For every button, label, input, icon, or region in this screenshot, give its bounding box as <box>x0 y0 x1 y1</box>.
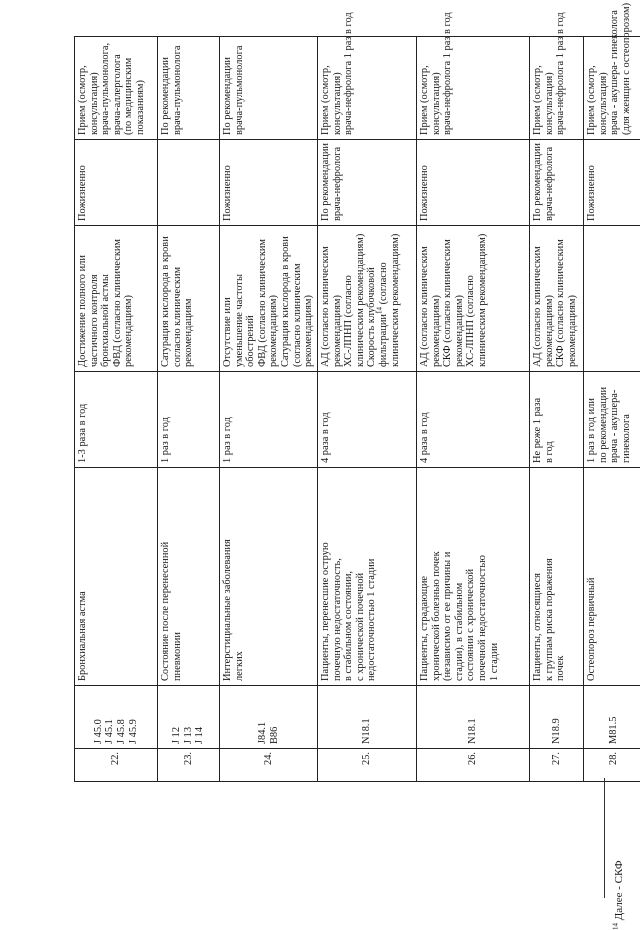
condition-cell <box>75 468 158 686</box>
indicators-cell <box>584 226 640 372</box>
icd-codes <box>75 686 158 749</box>
indicators-cell <box>220 226 318 372</box>
indicators-cell-line: рекомендациям) <box>567 230 579 367</box>
indicators-cell-line: Отсутствие или <box>222 230 234 367</box>
measures-cell-line: врача-аллерголога <box>112 41 124 135</box>
condition-cell-line: в стабильном состоянии, <box>343 472 355 681</box>
icd-codes-line: J 45.1 <box>104 690 116 744</box>
icd-codes-line: N18.9 <box>551 690 563 744</box>
footnote-divider <box>604 778 605 898</box>
frequency-cell-line: 1 раз в год <box>160 376 172 463</box>
indicators-cell-line: Скорость клубочковой <box>366 230 378 367</box>
measures-cell-line: врача-пульмонолога <box>234 41 246 135</box>
condition-cell-line: Пациенты, страдающие <box>419 472 431 681</box>
frequency-cell-line: в год <box>544 376 556 463</box>
condition-cell-line: Состояние после перенесенной <box>160 472 172 681</box>
measures-cell-line: По рекомендации <box>160 41 172 135</box>
icd-codes-line: J84.1 <box>257 690 269 744</box>
indicators-cell-line: обострений <box>245 230 257 367</box>
condition-cell-line: Пациенты, перенесшие острую <box>320 472 332 681</box>
duration-cell <box>220 140 318 226</box>
icd-codes <box>158 686 220 749</box>
footnote-mark: 14 <box>611 923 619 930</box>
frequency-cell-line: 4 раза в год <box>419 376 431 463</box>
duration-cell-line: Пожизненно <box>222 144 234 221</box>
indicators-cell-line: частичного контроля <box>89 230 101 367</box>
icd-codes-line: J 45.8 <box>116 690 128 744</box>
condition-cell-line: почечную недостаточность, <box>332 472 344 681</box>
row-number-line: 27. <box>551 752 563 777</box>
duration-cell <box>158 140 220 226</box>
icd-codes <box>220 686 318 749</box>
frequency-cell <box>318 372 417 468</box>
duration-cell-line: По рекомендации <box>320 144 332 221</box>
indicators-cell-line: (согласно клиническим <box>292 230 304 367</box>
indicators-cell-line: ХС-ЛПНП (согласно <box>343 230 355 367</box>
measures-cell-line: Прием (осмотр, <box>586 41 598 135</box>
indicators-cell-line: фильтрации <box>378 314 389 367</box>
frequency-cell-line: 1 раз в год или <box>586 376 598 463</box>
measures-cell <box>584 37 640 140</box>
measures-cell-line: Прием (осмотр, <box>320 41 332 135</box>
row-number-line: 23. <box>183 752 195 777</box>
measures-cell <box>417 37 530 140</box>
table-row <box>417 37 530 782</box>
indicators-cell <box>530 226 584 372</box>
table-row <box>158 37 220 782</box>
frequency-cell-line: 1 раз в год <box>222 376 234 463</box>
duration-cell-line: Пожизненно <box>586 144 598 221</box>
table-row <box>75 37 158 782</box>
condition-cell-line: легких <box>234 472 246 681</box>
indicators-cell-line: клиническим рекомендациям) <box>355 230 367 367</box>
icd-codes <box>417 686 530 749</box>
table-row <box>530 37 584 782</box>
indicators-cell-line: бронхиальной астмы <box>100 230 112 367</box>
frequency-cell <box>584 372 640 468</box>
indicators-cell <box>318 226 417 372</box>
condition-cell-line: к группам риска поражения <box>544 472 556 681</box>
icd-codes-line: N18.1 <box>467 690 479 744</box>
row-number <box>75 749 158 782</box>
icd-codes-line: J 12 <box>171 690 183 744</box>
table-row <box>220 37 318 782</box>
duration-cell-line: врача-нефролога <box>544 144 556 221</box>
measures-cell-line: врача-нефролога 1 раз в год <box>555 41 567 135</box>
measures-cell-line: Прием (осмотр, <box>419 41 431 135</box>
duration-cell <box>530 140 584 226</box>
condition-cell-line: Интерстициальные заболевания <box>222 472 234 681</box>
measures-cell-line: (для женщин с остеопорозом) <box>621 41 633 135</box>
icd-codes <box>584 686 640 749</box>
duration-cell <box>417 140 530 226</box>
indicators-cell-line: рекомендациям) <box>303 230 315 367</box>
indicators-cell-line: ФВД (согласно клиническим <box>112 230 124 367</box>
indicators-cell-line: СКФ (согласно клиническим <box>555 230 567 367</box>
condition-cell-line: 1 стадии <box>489 472 501 681</box>
row-number-line: 22. <box>110 752 122 777</box>
duration-cell <box>75 140 158 226</box>
indicators-cell-line: рекомендациям) <box>123 230 135 367</box>
table-row <box>584 37 640 782</box>
indicators-cell-line: согласно клиническим <box>172 230 184 367</box>
icd-codes <box>318 686 417 749</box>
frequency-cell <box>158 372 220 468</box>
table-row <box>318 37 417 782</box>
condition-cell-line: (независимо от ее причины и <box>442 472 454 681</box>
duration-cell <box>584 140 640 226</box>
frequency-cell-line: Не реже 1 раза <box>532 376 544 463</box>
measures-cell-line: консультация) <box>544 41 556 135</box>
dispensary-table <box>74 36 640 782</box>
icd-codes-line: B86 <box>269 690 281 744</box>
measures-cell <box>75 37 158 140</box>
duration-cell-line: По рекомендации <box>532 144 544 221</box>
icd-codes-line: M81.5 <box>608 690 620 744</box>
icd-codes-line: N18.1 <box>361 690 373 744</box>
measures-cell <box>318 37 417 140</box>
indicators-cell <box>75 226 158 372</box>
indicators-cell-line: клиническим рекомендациям) <box>390 230 402 367</box>
condition-cell <box>318 468 417 686</box>
row-number <box>417 749 530 782</box>
indicators-cell-line: Достижение полного или <box>77 230 89 367</box>
measures-cell-line: консультация) <box>332 41 344 135</box>
indicators-cell-line: рекомендациям) <box>544 230 556 367</box>
condition-cell <box>417 468 530 686</box>
measures-cell-line: консультация) <box>431 41 443 135</box>
condition-cell-line: Остеопороз первичный <box>586 472 598 681</box>
indicators-cell-line: рекомендациям) <box>332 230 344 367</box>
row-number-line: 26. <box>467 752 479 777</box>
condition-cell <box>584 468 640 686</box>
indicators-cell-line: уменьшение частоты <box>234 230 246 367</box>
indicators-cell <box>158 226 220 372</box>
measures-cell-line: врача-пульмонолога, <box>100 41 112 135</box>
frequency-cell-line: врача - акушера- <box>609 376 621 463</box>
measures-cell <box>158 37 220 140</box>
row-number-line: 28. <box>608 752 620 777</box>
row-number <box>318 749 417 782</box>
icd-codes <box>530 686 584 749</box>
indicators-cell-line: клиническим рекомендациям) <box>477 230 489 367</box>
measures-cell-line: консультация) <box>598 41 610 135</box>
footnote-text: Далее - СКФ <box>613 860 625 920</box>
indicators-cell-line: АД (согласно клиническим <box>419 230 431 367</box>
duration-cell <box>318 140 417 226</box>
indicators-cell-line: ХС-ЛПНП (согласно <box>465 230 477 367</box>
frequency-cell-line: 1-3 раза в год <box>77 376 89 463</box>
indicators-cell-line: рекомендациям) <box>431 230 443 367</box>
condition-cell-line: почечной недостаточностью <box>477 472 489 681</box>
footnote-ref: 14 <box>376 307 384 314</box>
row-number <box>530 749 584 782</box>
measures-cell-line: консультация) <box>89 41 101 135</box>
indicators-cell-line: рекомендациям <box>183 230 195 367</box>
measures-cell-line: врача-нефролога 1 раз в год <box>442 41 454 135</box>
indicators-cell-line: ФВД (согласно клиническим <box>257 230 269 367</box>
frequency-cell-line: по рекомендации <box>598 376 610 463</box>
condition-cell <box>530 468 584 686</box>
measures-cell-line: По рекомендации <box>222 41 234 135</box>
condition-cell-line: Бронхиальная астма <box>77 472 89 681</box>
frequency-cell <box>417 372 530 468</box>
condition-cell-line: пневмонии <box>172 472 184 681</box>
condition-cell <box>220 468 318 686</box>
duration-cell-line: врача-нефролога <box>332 144 344 221</box>
icd-codes-line: J 45.9 <box>128 690 140 744</box>
row-number-line: 24. <box>263 752 275 777</box>
measures-cell-line: показаниям) <box>135 41 147 135</box>
condition-cell-line: стадии), в стабильном <box>454 472 466 681</box>
frequency-cell <box>530 372 584 468</box>
condition-cell-line: Пациенты, относящиеся <box>532 472 544 681</box>
row-number <box>158 749 220 782</box>
duration-cell-line: Пожизненно <box>77 144 89 221</box>
measures-cell-line: врача-пульмонолога <box>172 41 184 135</box>
indicators-cell-line: Сатурация кислорода в крови <box>280 230 292 367</box>
footnote <box>612 770 628 930</box>
condition-cell-line: состоянии с хронической <box>465 472 477 681</box>
measures-cell-line: Прием (осмотр, <box>77 41 89 135</box>
indicators-cell-line: рекомендациям) <box>454 230 466 367</box>
indicators-cell-line-tail: (согласно <box>378 262 389 307</box>
frequency-cell <box>75 372 158 468</box>
measures-cell <box>530 37 584 140</box>
frequency-cell-line: гинеколога <box>621 376 633 463</box>
indicators-cell-line: Сатурация кислорода в крови <box>160 230 172 367</box>
measures-cell-line: Прием (осмотр, <box>532 41 544 135</box>
indicators-cell-line: СКФ (согласно клиническим <box>442 230 454 367</box>
indicators-cell-line: АД (согласно клиническим <box>320 230 332 367</box>
measures-cell-line: врача - акушера- гинеколога <box>609 41 621 135</box>
condition-cell-line: почек <box>555 472 567 681</box>
indicators-cell-line <box>378 230 390 367</box>
condition-cell <box>158 468 220 686</box>
measures-cell <box>220 37 318 140</box>
condition-cell-line: хронической болезнью почек <box>431 472 443 681</box>
indicators-cell <box>417 226 530 372</box>
indicators-cell-line: рекомендациям) <box>268 230 280 367</box>
row-number-line: 25. <box>361 752 373 777</box>
icd-codes-line: J 45.0 <box>93 690 105 744</box>
row-number <box>220 749 318 782</box>
icd-codes-line: J 13 <box>183 690 195 744</box>
condition-cell-line: с хронической почечной <box>355 472 367 681</box>
icd-codes-line: J 14 <box>194 690 206 744</box>
indicators-cell-line: АД (согласно клиническим <box>532 230 544 367</box>
measures-cell-line: (по медицинским <box>123 41 135 135</box>
duration-cell-line: Пожизненно <box>419 144 431 221</box>
condition-cell-line: недостаточностью 1 стадии <box>366 472 378 681</box>
frequency-cell-line: 4 раза в год <box>320 376 332 463</box>
measures-cell-line: врача-нефролога 1 раз в год <box>343 41 355 135</box>
frequency-cell <box>220 372 318 468</box>
